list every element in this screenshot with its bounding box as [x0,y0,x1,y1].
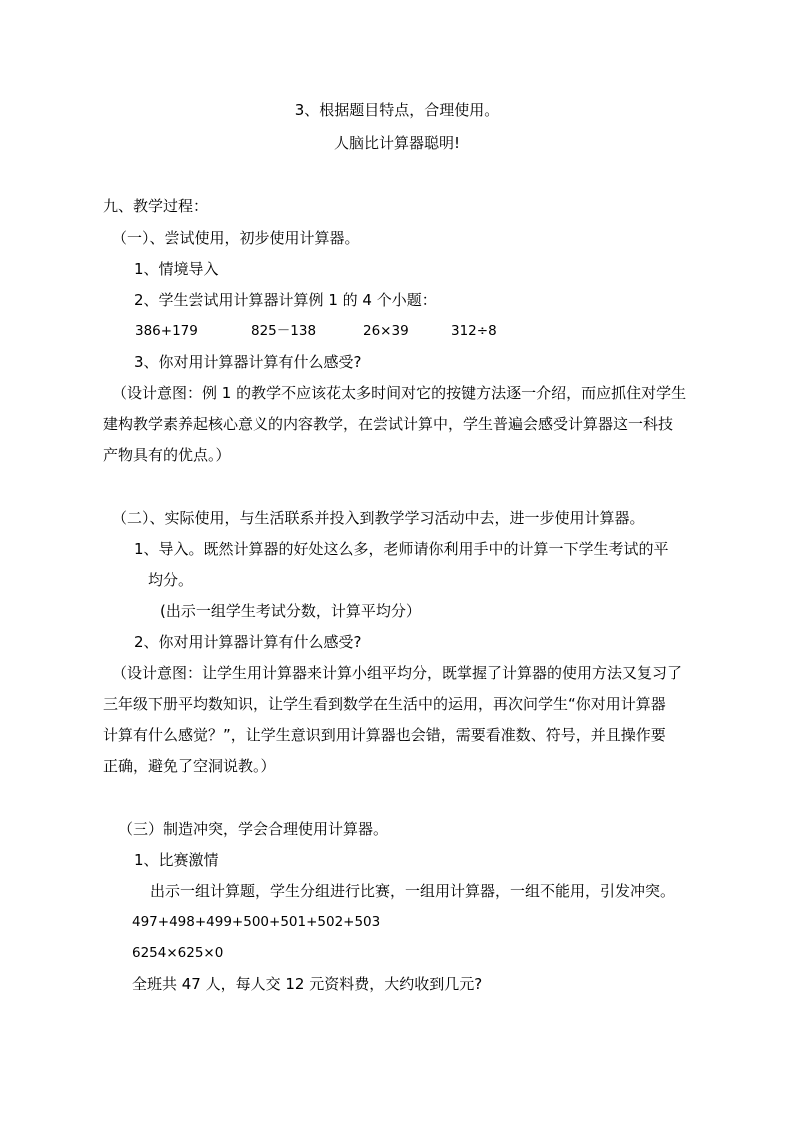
part-2-note-line-2: 三年级下册平均数知识，让学生看到数学在生活中的运用，再次问学生“你对用计算器 [103,695,666,713]
part-2-item-1-line-3: (出示一组学生考试分数，计算平均分） [160,602,421,620]
exercise-3: 26×39 [363,323,409,339]
part-1-title: （一）、尝试使用，初步使用计算器。 [112,229,360,247]
part-3-item-1: 1、比赛激情 [134,851,219,869]
part-1-note-line-1: （设计意图：例 1 的教学不应该花太多时间对它的按键方法逐一介绍，而应抓住对学生 [112,384,687,402]
part-2-item-1-line-1: 1、导入。既然计算器的好处这么多，老师请你利用手中的计算一下学生考试的平 [134,540,669,558]
header-line-1: 3、根据题目特点，合理使用。 [294,101,500,119]
part-1-item-1: 1、情境导入 [134,260,219,278]
header-line-2: 人脑比计算器聪明! [333,134,460,152]
section-9-title: 九、教学过程： [103,197,209,215]
exercise-1: 386+179 [135,323,198,339]
part-1-item-2: 2、学生尝试用计算器计算例 1 的 4 个小题： [134,291,437,309]
part-3-title: （三）制造冲突，学会合理使用计算器。 [118,820,389,838]
part-3-question: 全班共 47 人，每人交 12 元资料费，大约收到几元? [132,975,483,993]
part-3-expression-1: 497+498+499+500+501+502+503 [132,914,381,930]
part-2-note-line-4: 正确，避免了空洞说教。） [103,757,276,775]
part-3-description: 出示一组计算题，学生分组进行比赛，一组用计算器，一组不能用，引发冲突。 [150,882,676,900]
part-2-note-line-3: 计算有什么感觉？”，让学生意识到用计算器也会错，需要看准数、符号，并且操作要 [103,726,666,744]
part-1-note-line-3: 产物具有的优点。） [103,446,231,464]
exercise-2: 825－138 [251,323,317,339]
part-2-item-1-line-2: 均分。 [148,571,194,589]
exercise-4: 312÷8 [451,323,497,339]
part-1-item-3: 3、你对用计算器计算有什么感受? [134,353,362,371]
part-2-item-2: 2、你对用计算器计算有什么感受? [134,633,362,651]
part-2-note-line-1: （设计意图：让学生用计算器来计算小组平均分，既掌握了计算器的使用方法又复习了 [112,664,683,682]
part-3-expression-2: 6254×625×0 [132,945,224,961]
part-2-title: （二）、实际使用，与生活联系并投入到教学学习活动中去，进一步使用计算器。 [112,509,645,527]
part-1-note-line-2: 建构教学素养起核心意义的内容教学，在尝试计算中，学生普遍会感受计算器这一科技 [103,415,674,433]
